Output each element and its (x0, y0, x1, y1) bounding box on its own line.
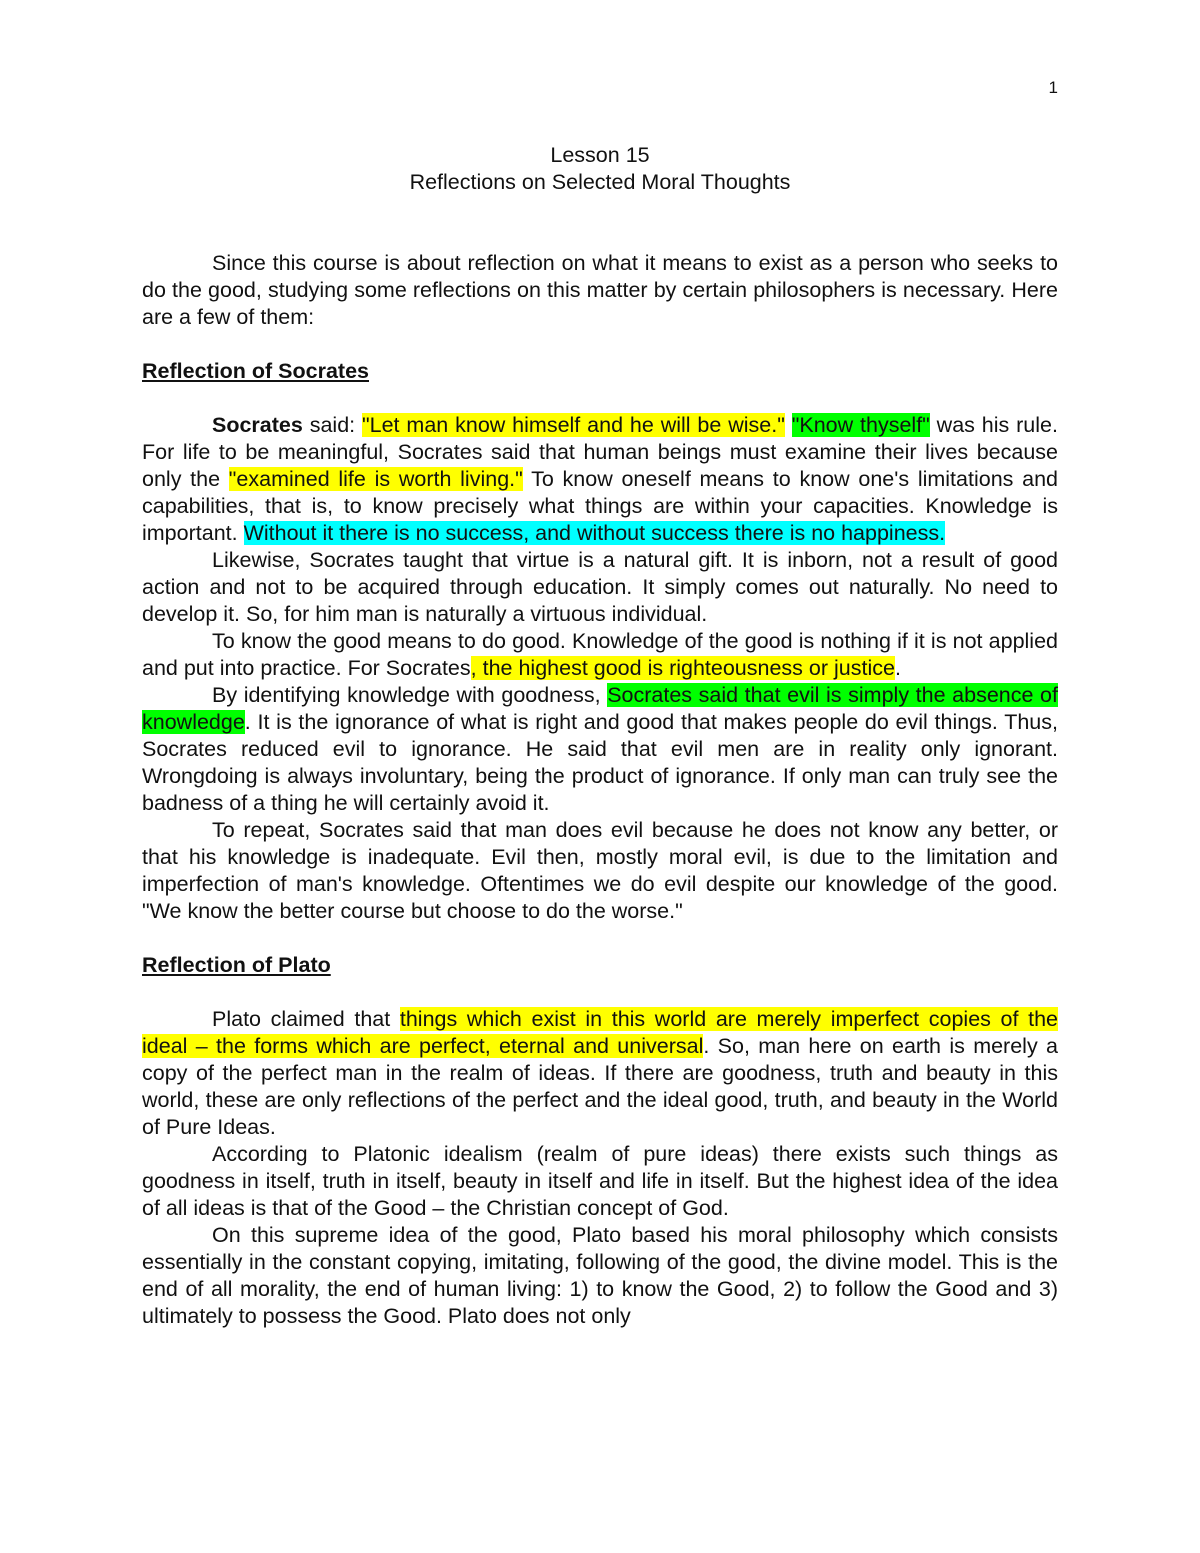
highlight-examined-life: "examined life is worth living." (228, 467, 523, 491)
intro-paragraph: Since this course is about reflection on what it means to exist as a person who seeks to do the good, studying some reflections on this matter by certain philosophers is necessary. Here are a few of them: (142, 251, 1058, 329)
document-body (142, 250, 1058, 1330)
highlight-highest-good: , the highest good is righteousness or justice (470, 656, 895, 680)
socrates-paragraph-3: To know the good means to do good. Knowledge of the good is nothing if it is not applied and put into practice. For Socrates, the highest good is righteousness or justice. (142, 629, 1058, 680)
socrates-paragraph-1: Socrates said: "Let man know himself and he will be wise." "Know thyself" was his rule. For life to be meaningful, Socrates said that human beings must examine their lives because only the "examined life is worth living." To know oneself means to know one's limitations and capabilities, that is, to know precisely what things are within your capacities. Knowledge is important. Without it there is no success, and without success there is no happiness. (142, 413, 1059, 545)
socrates-paragraph-2: Likewise, Socrates taught that virtue is a natural gift. It is inborn, not a result of good action and not to be acquired through education. It simply comes out naturally. No need to develop it. So, for him man is naturally a virtuous individual. (142, 548, 1058, 626)
plato-paragraph-3: On this supreme idea of the good, Plato based his moral philosophy which consists essentially in the constant copying, imitating, following of the good, the divine model. This is the end of all morality, the end of human living: 1) to know the Good, 2) to follow the Good and 3) ultimately to possess the Good. Plato does not only (142, 1223, 1058, 1328)
highlight-know-thyself: "Know thyself" (791, 413, 930, 437)
highlight-success: Without it there is no success, and without success there is no happiness. (243, 521, 946, 545)
document-heading (142, 142, 1058, 196)
highlight-imperfect-copies: things which exist in this world are merely imperfect copies of the ideal – the forms which are perfect, eternal and universal (142, 1007, 1058, 1058)
socrates-name: Socrates (212, 413, 303, 437)
socrates-heading: Reflection of Socrates (142, 359, 369, 383)
plato-paragraph-2: According to Platonic idealism (realm of pure ideas) there exists such things as goodness in itself, truth in itself, beauty in itself and life in itself. But the highest idea of the idea of all ideas is that of the Good – the Christian concept of God. (142, 1142, 1058, 1220)
socrates-paragraph-5: To repeat, Socrates said that man does evil because he does not know any better, or that his knowledge is inadequate. Evil then, mostly moral evil, is due to the limitation and imperfection of man's knowledge. Oftentimes we do evil despite our knowledge of the good. "We know the better course but choose to do the worse." (142, 818, 1058, 923)
document-title: Reflections on Selected Moral Thoughts (409, 170, 791, 194)
socrates-paragraph-4: By identifying knowledge with goodness, Socrates said that evil is simply the absence of knowledge. It is the ignorance of what is right and good that makes people do evil things. Thus, Socrates reduced evil to ignorance. He said that evil men are in reality only ignorant. Wrongdoing is always involuntary, being the product of ignorance. If only man can truly see the badness of a thing he will certainly avoid it. (142, 683, 1058, 815)
highlight-evil-absence: Socrates said that evil is simply the absence of knowledge (142, 683, 1058, 734)
plato-heading: Reflection of Plato (142, 953, 331, 977)
highlight-quote: "Let man know himself and he will be wise." (362, 413, 785, 437)
page-number: 1 (1048, 78, 1058, 97)
plato-paragraph-1: Plato claimed that things which exist in this world are merely imperfect copies of the ideal – the forms which are perfect, eternal and universal. So, man here on earth is merely a copy of the perfect man in the realm of ideas. If there are goodness, truth and beauty in this world, these are only reflections of the perfect and the ideal good, truth, and beauty in the World of Pure Ideas. (142, 1007, 1058, 1139)
lesson-label: Lesson 15 (550, 143, 650, 167)
